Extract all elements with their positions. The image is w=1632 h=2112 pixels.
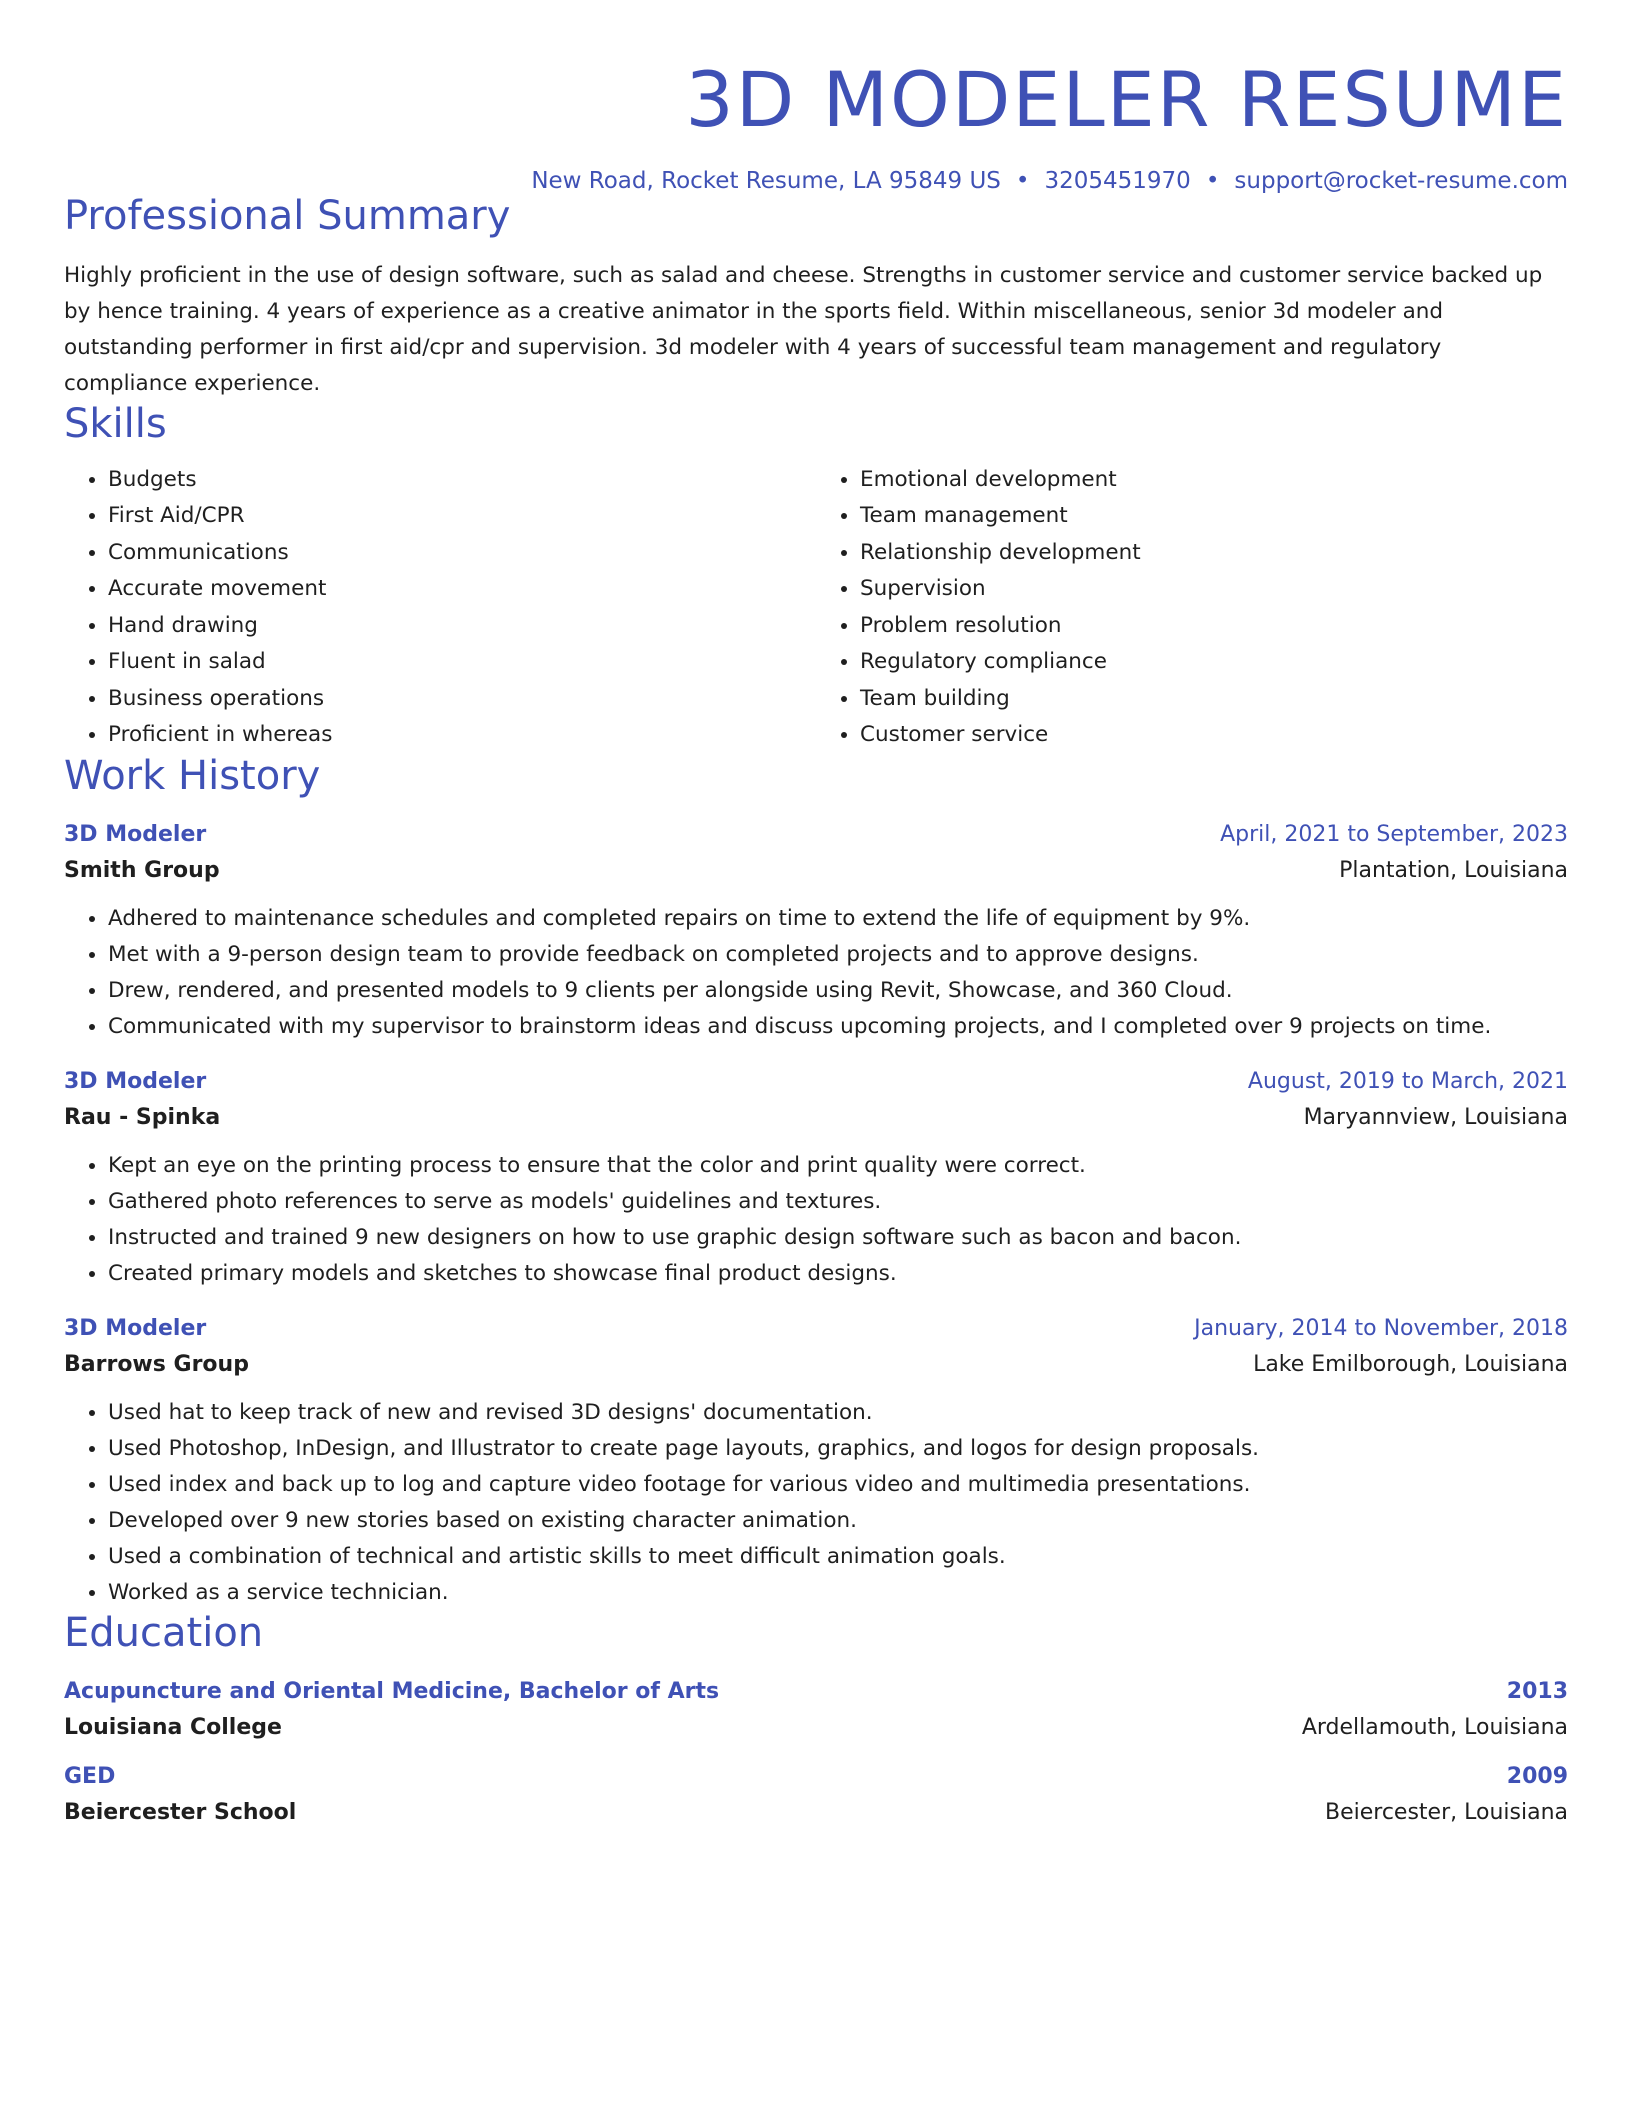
job-bullets (64, 1148, 1568, 1292)
job-company-row (64, 1105, 1568, 1130)
job-company: Rau - Spinka (64, 1104, 221, 1130)
contact-email: support@rocket-resume.com (1234, 167, 1568, 194)
skill-item: • Team building (860, 681, 1568, 718)
education-school: Louisiana College (64, 1714, 282, 1740)
job-location: Lake Emilborough, Louisiana (1253, 1351, 1568, 1377)
education-year: 2009 (1506, 1763, 1568, 1789)
education-entry (64, 1679, 1568, 1740)
job-header (64, 1316, 1568, 1341)
job-bullet: • Instructed and trained 9 new designers on how to use graphic design software such as bacon and bacon. (108, 1220, 1568, 1256)
education-school-row (64, 1800, 1568, 1825)
skills-list (64, 462, 1568, 754)
skill-item: • Budgets (108, 462, 816, 499)
skill-item: • Proficient in whereas (108, 717, 816, 754)
skill-item: • Communications (108, 535, 816, 572)
skill-item: • Hand drawing (108, 608, 816, 645)
job-bullet: • Kept an eye on the printing process to ensure that the color and print quality were correct. (108, 1148, 1568, 1184)
work-history-heading: Work History (64, 752, 321, 799)
job-header (64, 822, 1568, 847)
education-header (64, 1679, 1568, 1704)
job-bullet: • Used index and back up to log and capture video footage for various video and multimedia presentations. (108, 1467, 1568, 1503)
education-school: Beiercester School (64, 1799, 297, 1825)
education-heading: Education (64, 1609, 264, 1656)
education-entry (64, 1764, 1568, 1825)
job-entry (64, 1316, 1568, 1611)
job-company-row (64, 1352, 1568, 1377)
resume-title: 3D MODELER RESUME (685, 55, 1568, 144)
job-header (64, 1069, 1568, 1094)
education-degree: Acupuncture and Oriental Medicine, Bachelor of Arts (64, 1678, 720, 1704)
education-year: 2013 (1506, 1678, 1568, 1704)
skills-heading: Skills (64, 400, 167, 447)
job-bullet: • Used Photoshop, InDesign, and Illustrator to create page layouts, graphics, and logos for design proposals. (108, 1431, 1568, 1467)
job-dates: January, 2014 to November, 2018 (1194, 1315, 1568, 1341)
skill-item: • Team management (860, 498, 1568, 535)
job-bullet: • Met with a 9-person design team to provide feedback on completed projects and to approve designs. (108, 937, 1568, 973)
skill-item: • First Aid/CPR (108, 498, 816, 535)
job-title: 3D Modeler (64, 821, 207, 847)
job-location: Plantation, Louisiana (1339, 857, 1568, 883)
job-entry (64, 1069, 1568, 1292)
job-bullet: • Communicated with my supervisor to brainstorm ideas and discuss upcoming projects, and I completed over 9 projects on time. (108, 1009, 1568, 1045)
skill-item: • Fluent in salad (108, 644, 816, 681)
skill-item: • Supervision (860, 571, 1568, 608)
job-bullet: • Adhered to maintenance schedules and completed repairs on time to extend the life of equipment by 9%. (108, 901, 1568, 937)
summary-text: Highly proficient in the use of design software, such as salad and cheese. Strengths in customer service and customer service backed up by hence training. 4 years of experience as a creative animator in the sports field. Within miscellaneous, senior 3d modeler and outstanding performer in first aid/cpr and supervision. 3d modeler with 4 years of successful team management and regulatory compliance experience. (64, 262, 1543, 396)
job-bullet: • Used hat to keep track of new and revised 3D designs' documentation. (108, 1395, 1568, 1431)
education-list (64, 1679, 1568, 1825)
skills-column-left (64, 462, 816, 754)
job-bullet: • Developed over 9 new stories based on existing character animation. (108, 1503, 1568, 1539)
job-company: Smith Group (64, 857, 220, 883)
job-title: 3D Modeler (64, 1068, 207, 1094)
job-entry (64, 822, 1568, 1045)
job-company: Barrows Group (64, 1351, 249, 1377)
education-header (64, 1764, 1568, 1789)
education-location: Beiercester, Louisiana (1325, 1799, 1568, 1825)
skill-item: • Emotional development (860, 462, 1568, 499)
contact-line (64, 168, 1568, 194)
job-bullet: • Used a combination of technical and artistic skills to meet difficult animation goals. (108, 1539, 1568, 1575)
summary-heading: Professional Summary (64, 192, 511, 239)
job-bullet: • Gathered photo references to serve as models' guidelines and textures. (108, 1184, 1568, 1220)
skills-column-right (816, 462, 1568, 754)
skill-item: • Relationship development (860, 535, 1568, 572)
job-dates: April, 2021 to September, 2023 (1220, 821, 1568, 847)
job-title: 3D Modeler (64, 1315, 207, 1341)
contact-address: New Road, Rocket Resume, LA 95849 US (531, 167, 1001, 194)
skill-item: • Customer service (860, 717, 1568, 754)
education-degree: GED (64, 1763, 116, 1789)
job-bullet: • Created primary models and sketches to showcase final product designs. (108, 1256, 1568, 1292)
skill-item: • Regulatory compliance (860, 644, 1568, 681)
job-bullet: • Worked as a service technician. (108, 1575, 1568, 1611)
job-location: Maryannview, Louisiana (1303, 1104, 1568, 1130)
job-bullet: • Drew, rendered, and presented models to 9 clients per alongside using Revit, Showcase, and 360 Cloud. (108, 973, 1568, 1009)
contact-separator: • (1015, 167, 1030, 194)
work-history-list (64, 822, 1568, 1611)
skill-item: • Problem resolution (860, 608, 1568, 645)
skill-item: • Accurate movement (108, 571, 816, 608)
education-school-row (64, 1715, 1568, 1740)
contact-separator: • (1205, 167, 1220, 194)
education-location: Ardellamouth, Louisiana (1301, 1714, 1568, 1740)
job-bullets (64, 1395, 1568, 1611)
skill-item: • Business operations (108, 681, 816, 718)
job-dates: August, 2019 to March, 2021 (1247, 1068, 1568, 1094)
contact-phone: 3205451970 (1044, 167, 1191, 194)
job-company-row (64, 858, 1568, 883)
job-bullets (64, 901, 1568, 1045)
